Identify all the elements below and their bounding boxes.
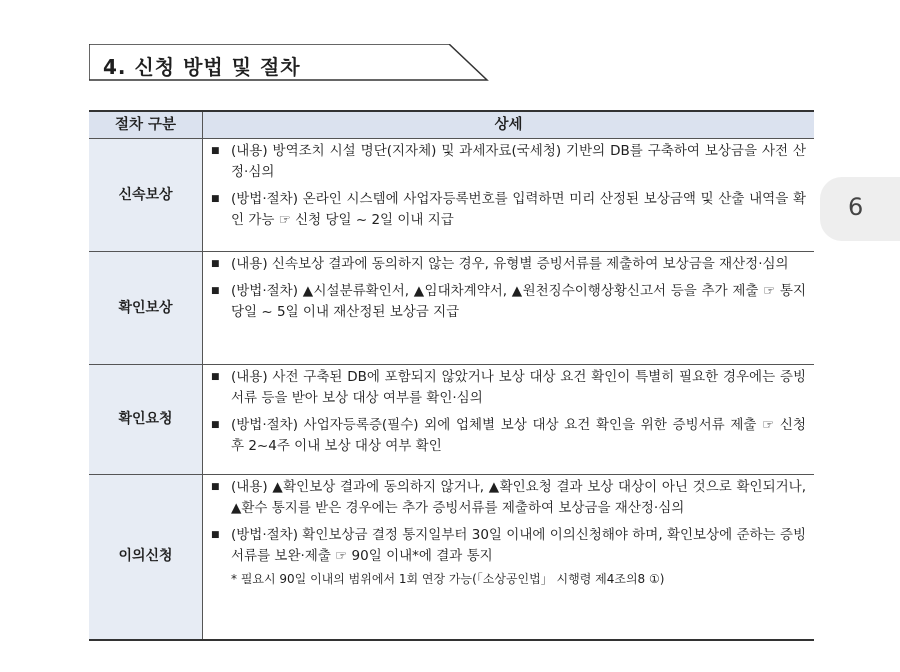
list-item: ■ (내용) 방역조치 시설 명단(지자체) 및 과세자료(국세청) 기반의 DB를 구축하여 보상금을 사전 산정·심의 xyxy=(211,141,806,183)
table-row xyxy=(89,365,814,475)
row-detail xyxy=(203,475,815,640)
list-item: ■ (내용) 사전 구축된 DB에 포함되지 않았거나 보상 대상 요건 확인이 특별히 필요한 경우에는 증빙서류 등을 받아 보상 대상 여부를 확인·심의 xyxy=(211,367,806,409)
section-number: 4. xyxy=(103,55,127,79)
table-row xyxy=(89,475,814,640)
list-item: ■ (방법·절차) 확인보상금 결정 통지일부터 30일 이내에 이의신청해야 하며, 확인보상에 준하는 증빙서류를 보완·제출 ☞ 90일 이내*에 결과 통지 xyxy=(211,525,806,567)
row-category: 신속보상 xyxy=(89,139,203,252)
list-item: ■ (내용) 신속보상 결과에 동의하지 않는 경우, 유형별 증빙서류를 제출하여 보상금을 재산정·심의 xyxy=(211,254,806,275)
section-title-text: 신청 방법 및 절차 xyxy=(134,55,301,79)
row-category: 이의신청 xyxy=(89,475,203,640)
row-category: 확인보상 xyxy=(89,252,203,365)
header-detail: 상세 xyxy=(203,111,815,139)
table-header-row xyxy=(89,111,814,139)
row-detail xyxy=(203,252,815,365)
row-detail xyxy=(203,139,815,252)
row-category: 확인요청 xyxy=(89,365,203,475)
list-item: ■ (방법·절차) 온라인 시스템에 사업자등록번호를 입력하면 미리 산정된 보상금액 및 산출 내역을 확인 가능 ☞ 신청 당일 ~ 2일 이내 지급 xyxy=(211,189,806,231)
page-number-tab xyxy=(820,177,900,241)
section-title xyxy=(103,51,301,80)
table-row xyxy=(89,139,814,252)
page-number: 6 xyxy=(848,193,864,221)
procedure-table xyxy=(89,110,814,641)
list-item: ■ (내용) ▲확인보상 결과에 동의하지 않거나, ▲확인요청 결과 보상 대상이 아닌 것으로 확인되거나, ▲환수 통지를 받은 경우에는 추가 증빙서류를 제출하여 보상금을 재산정·심의 xyxy=(211,477,806,519)
table-row xyxy=(89,252,814,365)
header-category: 절차 구분 xyxy=(89,111,203,139)
list-item: ■ (방법·절차) 사업자등록증(필수) 외에 업체별 보상 대상 요건 확인을 위한 증빙서류 제출 ☞ 신청 후 2~4주 이내 보상 대상 여부 확인 xyxy=(211,415,806,457)
footnote: * 필요시 90일 이내의 범위에서 1회 연장 가능(「소상공인법」 시행령 제4조의8 ①) xyxy=(231,572,665,586)
list-item: ■ (방법·절차) ▲시설분류확인서, ▲임대차계약서, ▲원천징수이행상황신고서 등을 추가 제출 ☞ 통지 당일 ~ 5일 이내 재산정된 보상금 지급 xyxy=(211,281,806,323)
row-detail xyxy=(203,365,815,475)
section-title-box xyxy=(89,44,489,82)
